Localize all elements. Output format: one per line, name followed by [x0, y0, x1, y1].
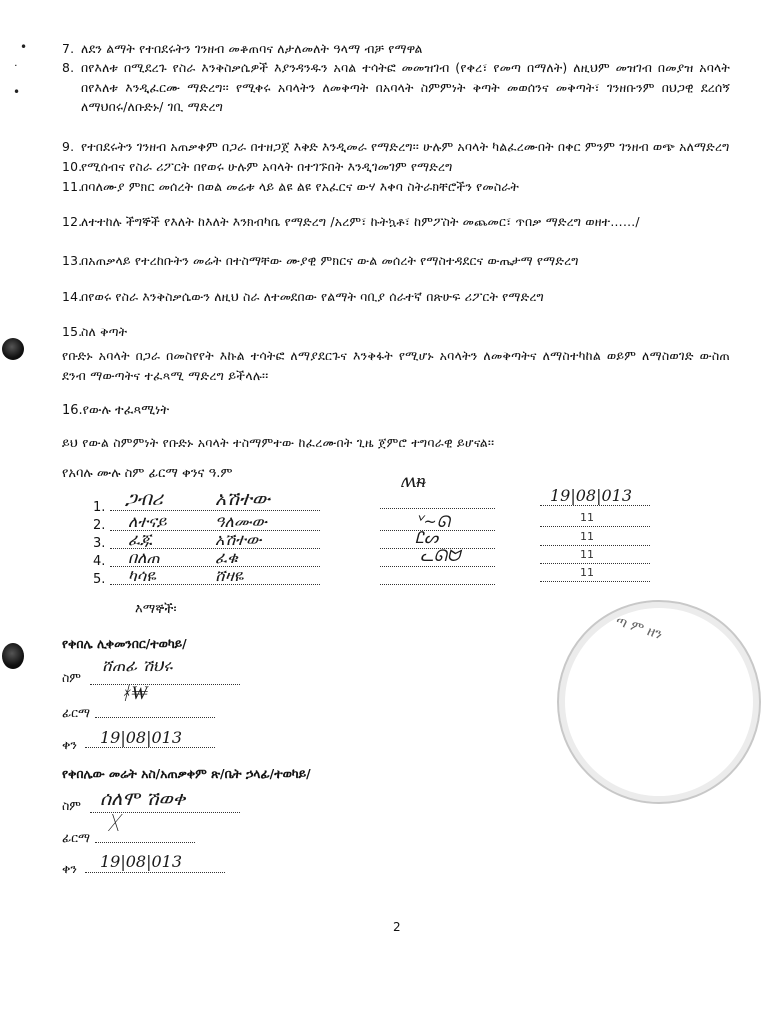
- clause-number: 7.: [62, 41, 75, 56]
- signature-line: [380, 566, 495, 567]
- members-header: የአባሉ ሙሉ ስም ፊርማ ቀንና ዓ.ም: [62, 466, 233, 481]
- clause-number: 8.: [62, 60, 75, 75]
- member-signature: ᓚᘏᗢ: [420, 546, 461, 565]
- clause-12: [62, 212, 730, 232]
- speck-mark: ᐧ: [14, 59, 18, 73]
- member-number: 3.: [93, 536, 106, 551]
- signature-line: [380, 508, 495, 509]
- receiver1-sign-line: [95, 717, 215, 718]
- receiver1-date-value: 19|08|013: [100, 728, 183, 747]
- member-last-name: ዓለሙው: [215, 512, 267, 531]
- clause-9: [62, 137, 730, 157]
- clause-10: [62, 157, 730, 177]
- date-line: [540, 545, 650, 546]
- stamp-text: ጣ ም ዘን: [613, 612, 665, 644]
- date-line: [540, 563, 650, 564]
- clause-number: 9.: [62, 139, 75, 154]
- receiver1-name-line: [90, 684, 240, 685]
- section-16-text: ይህ የውል ስምምነት የቡድኑ አባላት ተስማምተው ከፈረሙበት ጊዜ ጀምሮ ተግባራዊ ይሆናል፡፡: [62, 435, 495, 450]
- clause-text: በአጠቃላይ የተረከቡትን መሬት በተስማቸው ሙያዊ ምክርና ውል መሰረት የማስተዳደርና ውጤታማ የማድረግ: [81, 253, 579, 268]
- receiver2-signature: ᚷ: [108, 812, 120, 834]
- clause-number: 15.: [62, 324, 83, 339]
- clause-8: [62, 58, 730, 117]
- member-last-name: ፈቁ: [215, 548, 238, 567]
- clause-number: 14.: [62, 289, 83, 304]
- member-number: 1.: [93, 500, 106, 515]
- page-number: 2: [393, 920, 401, 934]
- member-first-name: ካሳዬ: [128, 566, 156, 585]
- member-first-name: ፈጁ: [128, 530, 153, 549]
- receiver2-sign-label: ፊርማ: [62, 830, 90, 845]
- name-line: [110, 510, 320, 511]
- clause-text: ለተተከሉ ችግኞች የእለት ከእለት እንክብካቤ የማድረግ /አረም፣ ኩትኳቶ፣ ከምፖስት መጨመር፣ ጥበቃ ማድረግ ወዘተ……/: [81, 214, 640, 229]
- receiver1-name-label: ስም: [62, 670, 81, 685]
- clause-text: በየእለቱ በሚደረጉ የስራ እንቅስቃሴዎች እያንዳንዱን አባል ተሳትፎ መመዝገብ (የቀረ፣ የመጣ በማለት) ለዚህም መዝገብ በመያዝ አባላት በየእለቱ እንዲፈርሙ ማድረግ፡፡ የሚቀሩ አባላትን ለመቅጣት በአባላት ስምምነት ቅጣት መወሰንና መቅጣት፣ ገንዘቡንም በህጋዊ ደረሰኝ ለማህበሩ/ለቡድኑ/ ገቢ ማድረግ: [81, 60, 730, 114]
- receiver1-signature: ᚼ₩: [120, 682, 148, 704]
- member-signature: ᘁ~ᘏ: [415, 512, 451, 531]
- member-number: 5.: [93, 572, 106, 587]
- date-line: [540, 526, 650, 527]
- receiver1-date-line: [85, 747, 215, 748]
- date-line: [540, 581, 650, 582]
- clause-text: በየወሩ የስራ እንቅስቃሴውን ለዚህ ስራ ለተመደበው የልማት ባቢያ ሰራተኛ በጽሁፍ ሪፖርት የማድረግ: [81, 289, 544, 304]
- date-line: [540, 505, 650, 506]
- receiver1-name-value: ሸጠፊ ሽህሩ: [102, 656, 173, 675]
- receiver2-name-label: ስም: [62, 798, 81, 813]
- member-signature: Ꮭᔕ: [415, 528, 439, 547]
- clause-text: የሚሰብና የስራ ሪፖርት በየወሩ ሁሉም አባላት በተገኙበት እንዲገመገም የማድረግ: [81, 159, 453, 174]
- receiver2-title: የቀበሌው መሬት አስ/አጠቃቀም ጽ/ቤት ኃላፊ/ተወካይ/: [62, 766, 311, 781]
- clause-number: 11.: [62, 179, 83, 194]
- member-number: 4.: [93, 554, 106, 569]
- member-first-name: ለተናይ: [128, 512, 167, 531]
- section-16-heading: 16.የውሉ ተፈጻሚነት: [62, 403, 170, 418]
- receiver2-date-label: ቀን: [62, 861, 77, 876]
- member-last-name: አሽተው: [215, 530, 262, 549]
- clause-text: በባለሙያ ምክር መሰረት በወል መሬቱ ላይ ልዩ ልዩ የአፈርና ውሃ እቀባ ስትራክቸሮችን የመስራት: [81, 179, 519, 194]
- name-line: [110, 584, 320, 585]
- clause-13: [62, 251, 730, 271]
- punch-hole: [2, 338, 24, 360]
- witnesses-label: እማኞች፡: [135, 602, 177, 617]
- signature-line: [380, 584, 495, 585]
- receiver2-date-line: [85, 872, 225, 873]
- member-date: 11: [580, 566, 594, 579]
- member-first-name: በለጠ: [128, 548, 160, 567]
- receiver2-date-value: 19|08|013: [100, 852, 183, 871]
- receiver2-name-value: ሰለሞ ሽወቀ: [100, 788, 186, 810]
- clause-7: [62, 39, 730, 59]
- member-date: 11: [580, 530, 594, 543]
- clause-number: 10.: [62, 159, 83, 174]
- receiver1-sign-label: ፊርማ: [62, 705, 90, 720]
- penalty-paragraph: የቡድኑ አባላት በጋራ በመስየየት እኩል ተሳትፎ ለማያደርጉና እንቅፋት የሚሆኑ አባላትን ለመቅጣትና ለማስተካከል ወይም ለማስወገድ ውስጠ ደንብ ማውጣትና ተፈጻሚ ማድረግ ይችላሉ፡፡: [62, 348, 730, 383]
- speck-mark: •: [20, 40, 28, 54]
- member-last-name: ሸዛዬ: [215, 566, 244, 585]
- speck-mark: •: [13, 85, 21, 99]
- member-date: 11: [580, 548, 594, 561]
- member-signature: ʍᵰ: [400, 470, 426, 492]
- member-date: 19|08|013: [550, 486, 633, 505]
- member-first-name: ጋብሪ: [125, 488, 163, 510]
- punch-hole: [2, 643, 24, 669]
- clause-11: [62, 177, 730, 197]
- clause-14: [62, 287, 730, 307]
- member-last-name: አሽተው: [215, 488, 271, 510]
- clause-text: ለደን ልማት የተበደሩትን ገንዘብ መቆጠባና ለታለመለት ዓላማ ብቻ የማዋል: [81, 41, 423, 56]
- receiver1-title: የቀበሌ ሊቀመንበር/ተወካይ/: [62, 636, 187, 651]
- member-date: 11: [580, 511, 594, 524]
- clause-text: የተበደሩትን ገንዘብ አጠቃቀም በጋራ በተዘጋጀ እቅድ እንዲመራ የማድረግ፡፡ ሁሉም አባላት ካልፈረሙበት በቀር ምንም ገንዘብ ወጭ አለማድረግ: [81, 139, 730, 154]
- clause-15: [62, 322, 730, 342]
- member-number: 2.: [93, 518, 106, 533]
- receiver2-sign-line: [95, 842, 195, 843]
- clause-number: 12.: [62, 214, 83, 229]
- clause-text: ስለ ቅጣት: [81, 324, 128, 339]
- receiver1-date-label: ቀን: [62, 737, 77, 752]
- clause-number: 13.: [62, 253, 83, 268]
